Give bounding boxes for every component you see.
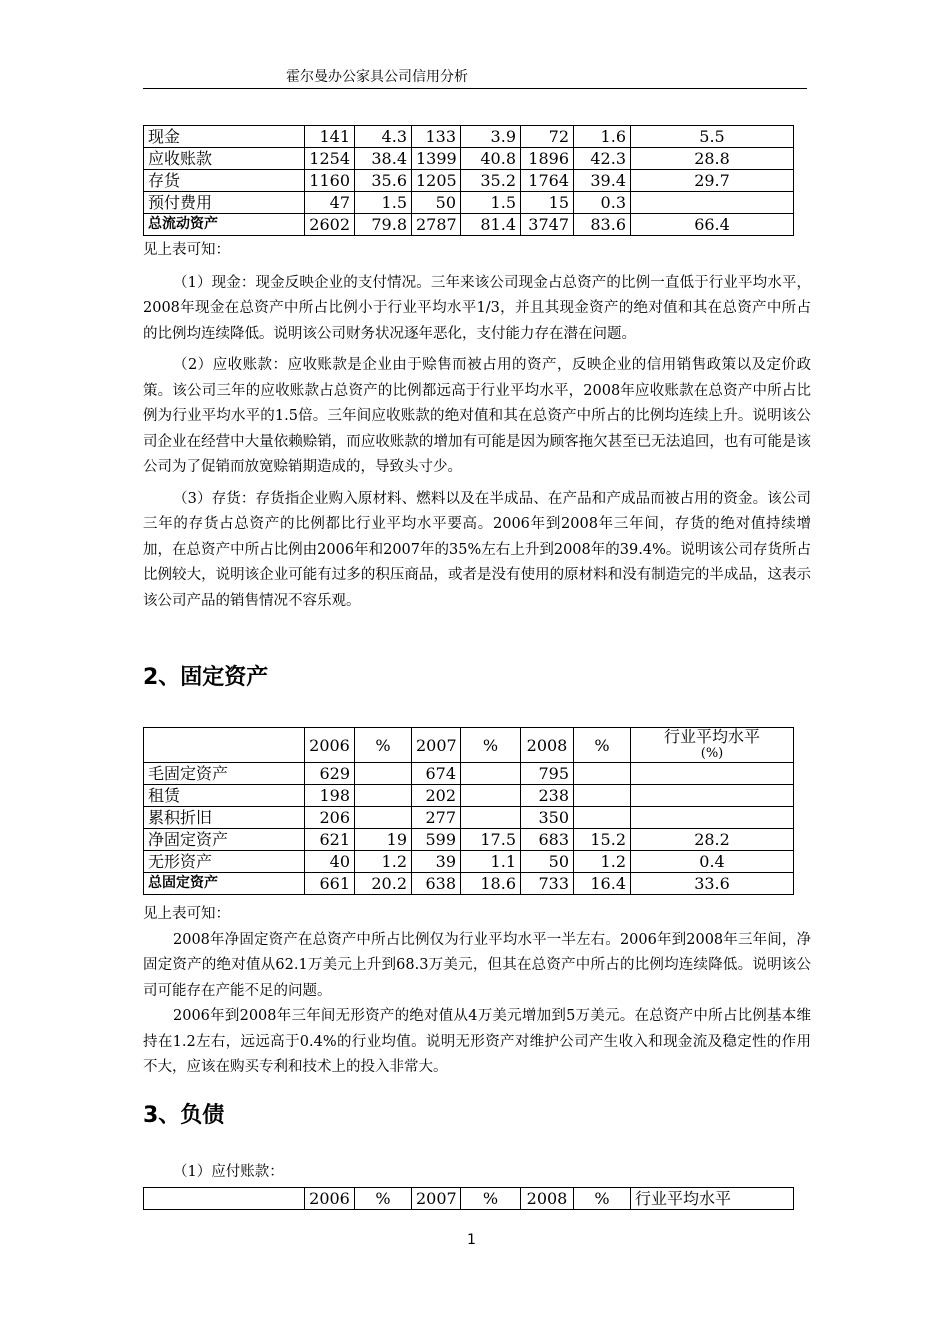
row-label: 租赁 <box>144 785 305 807</box>
value-cell: 18.6 <box>461 873 521 895</box>
industry-average-cell: 28.8 <box>631 148 794 170</box>
value-cell: 50 <box>412 192 461 214</box>
value-cell: 19 <box>355 829 412 851</box>
industry-average-header: 行业平均水平 <box>631 1188 794 1210</box>
header-cell: 2007 <box>412 728 461 763</box>
table-row <box>144 148 794 170</box>
header-cell: 2008 <box>521 1188 574 1210</box>
cash-paragraph: （1）现金：现金反映企业的支付情况。三年来该公司现金占总资产的比例一直低于行业平均水平，2008年现金在总资产中所占比例小于行业平均水平1/3，并且其现金资产的绝对值和其在总资产中所占的比例均连续降低。说明该公司财务状况逐年恶化，支付能力存在潜在问题。 <box>143 274 811 342</box>
industry-average-unit: (%) <box>700 746 724 761</box>
value-cell: 1764 <box>521 170 574 192</box>
value-cell: 350 <box>521 807 574 829</box>
industry-average-cell: 66.4 <box>631 214 794 236</box>
value-cell <box>574 807 631 829</box>
row-label: 毛固定资产 <box>144 763 305 785</box>
value-cell: 206 <box>305 807 355 829</box>
header-cell: % <box>461 1188 521 1210</box>
header-cell: % <box>355 728 412 763</box>
row-label: 应收账款 <box>144 148 305 170</box>
value-cell: 72 <box>521 126 574 148</box>
header-cell <box>144 1188 305 1210</box>
value-cell: 683 <box>521 829 574 851</box>
value-cell <box>355 785 412 807</box>
industry-average-cell: 28.2 <box>631 829 794 851</box>
value-cell: 141 <box>305 126 355 148</box>
value-cell <box>461 785 521 807</box>
table-row <box>144 829 794 851</box>
value-cell: 39.4 <box>574 170 631 192</box>
section1-text <box>143 238 811 614</box>
table-row <box>144 126 794 148</box>
industry-average-label: 行业平均水平 <box>663 727 760 746</box>
table-header-row <box>144 728 794 763</box>
table-row <box>144 192 794 214</box>
row-label: 无形资产 <box>144 851 305 873</box>
net-fixed-assets-paragraph: 2008年净固定资产在总资产中所占比例仅为行业平均水平一半左右。2006年到2008年三年间，净固定资产的绝对值从62.1万美元上升到68.3万美元，但其在总资产中所占的比例均连续降低。说明该公司可能存在产能不足的问题。 <box>143 931 811 999</box>
header-cell: 2006 <box>305 1188 355 1210</box>
value-cell: 15 <box>521 192 574 214</box>
value-cell: 0.3 <box>574 192 631 214</box>
industry-average-cell: 33.6 <box>631 873 794 895</box>
page-number: 1 <box>467 1232 476 1248</box>
value-cell: 38.4 <box>355 148 412 170</box>
receivables-paragraph: （2）应收账款：应收账款是企业由于赊售而被占用的资产，反映企业的信用销售政策以及定价政策。该公司三年的应收账款占总资产的比例都远高于行业平均水平，2008年应收账款在总资产中所占比例为行业平均水平的1.5倍。三年间应收账款的绝对值和其在总资产中所占的比例均连续上升。说明该公司企业在经营中大量依赖赊销，而应收账款的增加有可能是因为顾客拖欠甚至已无法追回，也有可能是该公司为了促销而放宽赊销期造成的，导致头寸少。 <box>143 357 811 475</box>
value-cell: 198 <box>305 785 355 807</box>
header-cell: 2008 <box>521 728 574 763</box>
value-cell: 35.2 <box>461 170 521 192</box>
value-cell: 81.4 <box>461 214 521 236</box>
row-label: 预付费用 <box>144 192 305 214</box>
value-cell <box>355 807 412 829</box>
row-label: 净固定资产 <box>144 829 305 851</box>
header-cell: % <box>574 1188 631 1210</box>
industry-average-cell <box>631 785 794 807</box>
fixed-assets-table <box>143 727 794 895</box>
industry-average-cell <box>631 763 794 785</box>
value-cell: 3.9 <box>461 126 521 148</box>
intangible-assets-paragraph: 2006年到2008年三年间无形资产的绝对值从4万美元增加到5万美元。在总资产中所占比例基本维持在1.2左右，远远高于0.4%的行业均值。说明无形资产对维护公司产生收入和现金流及稳定性的作用不大，应该在购买专利和技术上的投入非常大。 <box>143 1008 811 1075</box>
current-assets-table <box>143 125 794 236</box>
inventory-paragraph: （3）存货：存货指企业购入原材料、燃料以及在半成品、在产品和产成品而被占用的资金。该公司三年的存货占总资产的比例都比行业平均水平要高。2006年到2008年三年间，存货的绝对值持续增加，在总资产中所占比例由2006年和2007年的35%左右上升到2008年的39.4%。说明该公司存货所占比例较大，说明该企业可能有过多的积压商品，或者是没有使用的原材料和没有制造完的半成品，这表示该公司产品的销售情况不容乐观。 <box>143 490 811 609</box>
value-cell: 1.2 <box>574 851 631 873</box>
value-cell: 2602 <box>305 214 355 236</box>
table-row <box>144 214 794 236</box>
value-cell: 621 <box>305 829 355 851</box>
value-cell: 1160 <box>305 170 355 192</box>
row-label: 累积折旧 <box>144 807 305 829</box>
value-cell: 79.8 <box>355 214 412 236</box>
header-rule <box>143 88 807 89</box>
industry-average-cell: 29.7 <box>631 170 794 192</box>
value-cell: 1.5 <box>461 192 521 214</box>
value-cell <box>574 785 631 807</box>
table-row <box>144 170 794 192</box>
industry-average-cell <box>631 192 794 214</box>
value-cell: 83.6 <box>574 214 631 236</box>
value-cell: 629 <box>305 763 355 785</box>
section2-heading: 2、固定资产 <box>143 665 269 690</box>
table-row <box>144 873 794 895</box>
header-cell: % <box>461 728 521 763</box>
value-cell: 1.6 <box>574 126 631 148</box>
value-cell <box>355 763 412 785</box>
table-row <box>144 851 794 873</box>
value-cell: 1205 <box>412 170 461 192</box>
table-header-row <box>144 1188 794 1210</box>
table-row <box>144 807 794 829</box>
value-cell: 42.3 <box>574 148 631 170</box>
payables-subheading: （1）应付账款： <box>173 1164 284 1180</box>
header-cell: % <box>355 1188 412 1210</box>
payables-table <box>143 1187 794 1210</box>
industry-average-cell: 5.5 <box>631 126 794 148</box>
row-label: 总流动资产 <box>144 214 305 236</box>
value-cell: 39 <box>412 851 461 873</box>
header-cell <box>144 728 305 763</box>
row-label: 存货 <box>144 170 305 192</box>
value-cell: 1254 <box>305 148 355 170</box>
value-cell: 47 <box>305 192 355 214</box>
value-cell: 733 <box>521 873 574 895</box>
value-cell: 20.2 <box>355 873 412 895</box>
value-cell: 40.8 <box>461 148 521 170</box>
section1-intro: 见上表可知： <box>143 242 230 258</box>
document-header-title: 霍尔曼办公家具公司信用分析 <box>286 69 468 85</box>
industry-average-cell: 0.4 <box>631 851 794 873</box>
industry-average-header <box>631 728 794 763</box>
value-cell: 50 <box>521 851 574 873</box>
value-cell: 277 <box>412 807 461 829</box>
value-cell: 795 <box>521 763 574 785</box>
value-cell <box>461 763 521 785</box>
value-cell: 202 <box>412 785 461 807</box>
value-cell: 17.5 <box>461 829 521 851</box>
value-cell: 3747 <box>521 214 574 236</box>
value-cell: 1.1 <box>461 851 521 873</box>
value-cell: 1399 <box>412 148 461 170</box>
value-cell: 1.2 <box>355 851 412 873</box>
value-cell: 16.4 <box>574 873 631 895</box>
value-cell: 661 <box>305 873 355 895</box>
value-cell: 133 <box>412 126 461 148</box>
section3-heading: 3、负债 <box>143 1103 225 1128</box>
value-cell: 35.6 <box>355 170 412 192</box>
table-row <box>144 785 794 807</box>
header-cell: % <box>574 728 631 763</box>
value-cell: 1.5 <box>355 192 412 214</box>
header-cell: 2006 <box>305 728 355 763</box>
value-cell <box>574 763 631 785</box>
value-cell <box>461 807 521 829</box>
value-cell: 2787 <box>412 214 461 236</box>
value-cell: 4.3 <box>355 126 412 148</box>
section2-intro: 见上表可知： <box>143 906 230 922</box>
value-cell: 15.2 <box>574 829 631 851</box>
value-cell: 40 <box>305 851 355 873</box>
section2-text <box>143 902 811 1081</box>
row-label: 总固定资产 <box>144 873 305 895</box>
value-cell: 1896 <box>521 148 574 170</box>
header-cell: 2007 <box>412 1188 461 1210</box>
value-cell: 238 <box>521 785 574 807</box>
value-cell: 674 <box>412 763 461 785</box>
industry-average-cell <box>631 807 794 829</box>
table-row <box>144 763 794 785</box>
row-label: 现金 <box>144 126 305 148</box>
value-cell: 599 <box>412 829 461 851</box>
value-cell: 638 <box>412 873 461 895</box>
